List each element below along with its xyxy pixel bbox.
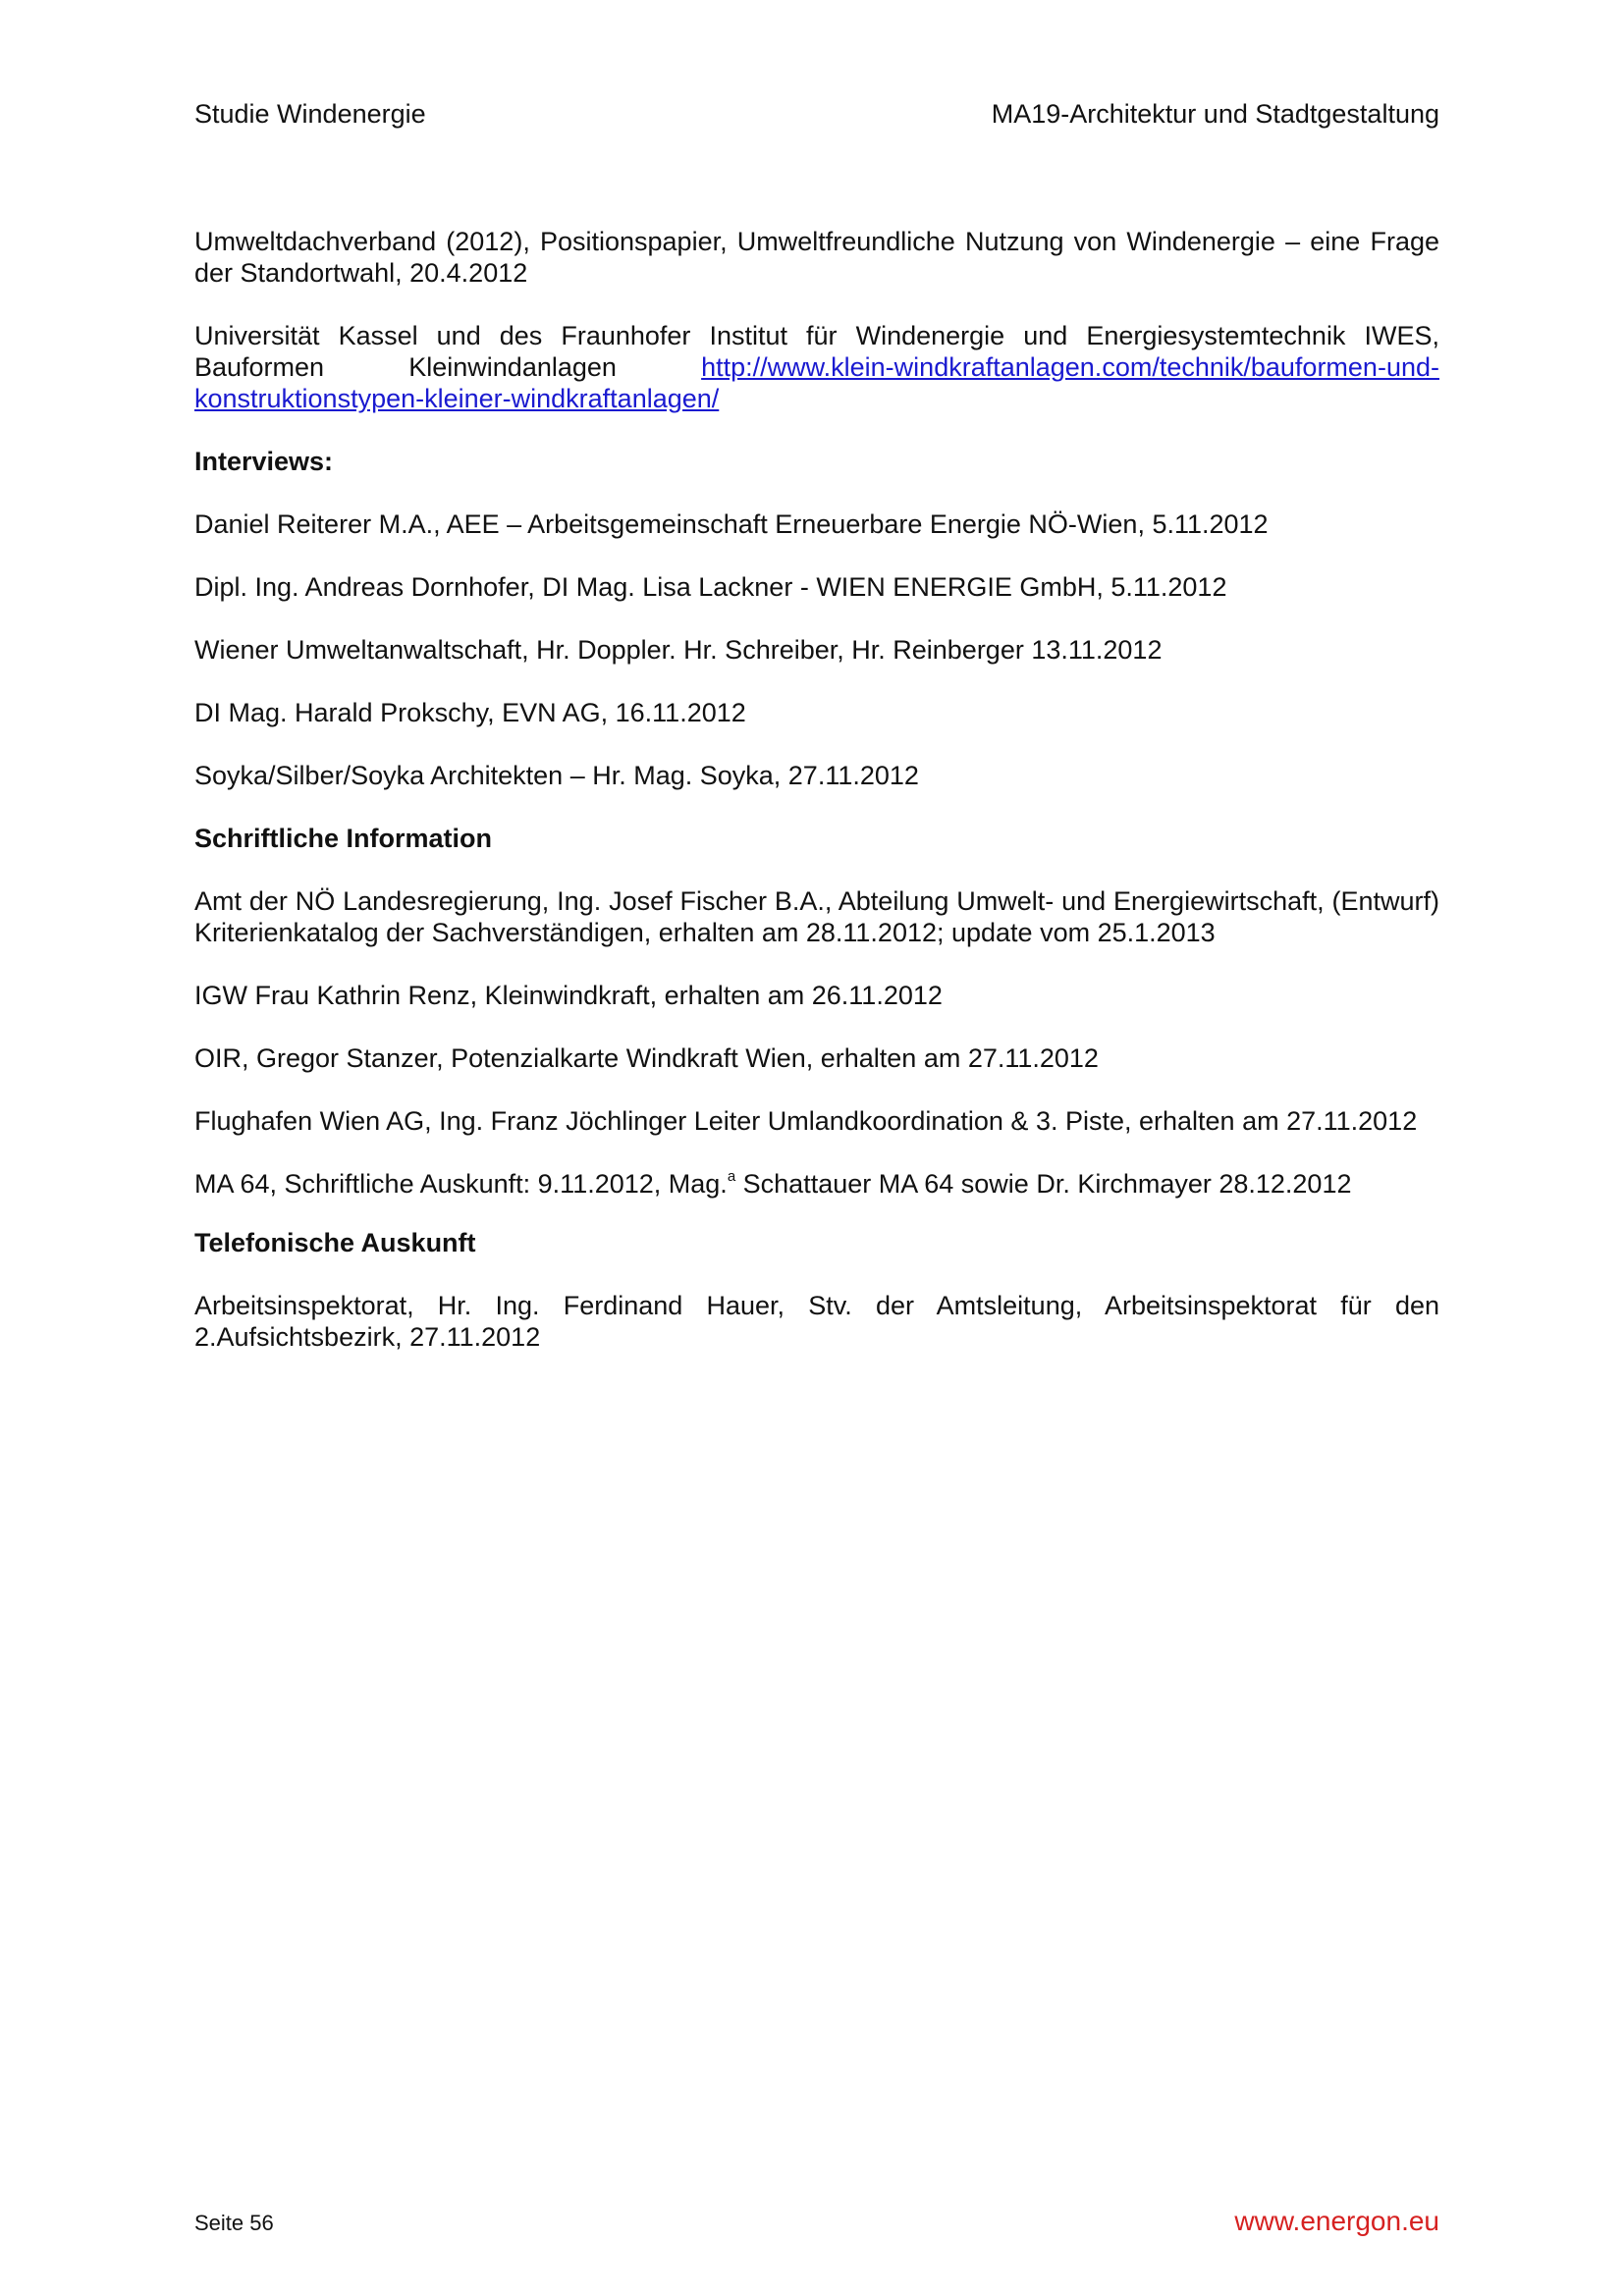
interview-item: Wiener Umweltanwaltschaft, Hr. Doppler. Hr. Schreiber, Hr. Reinberger 13.11.2012 xyxy=(194,635,1163,665)
written-info-item: OIR, Gregor Stanzer, Potenzialkarte Windkraft Wien, erhalten am 27.11.2012 xyxy=(194,1043,1099,1073)
source-kassel-link[interactable]: http://www.klein-windkraftanlagen.com/technik/bauformen-und-konstruktionstypen-kleiner-windkraftanlagen/ xyxy=(194,352,1439,413)
written-info-item: IGW Frau Kathrin Renz, Kleinwindkraft, erhalten am 26.11.2012 xyxy=(194,981,943,1010)
phone-info-item: Arbeitsinspektorat, Hr. Ing. Ferdinand Hauer, Stv. der Amtsleitung, Arbeitsinspektorat für den 2.Aufsichtsbezirk, 27.11.2012 xyxy=(194,1291,1439,1352)
source-kassel xyxy=(194,320,1439,414)
interviews-heading: Interviews: xyxy=(194,447,334,476)
ma64-superscript: a xyxy=(727,1168,736,1185)
page-content xyxy=(194,226,1439,1384)
written-info-item-ma64 xyxy=(194,1168,1439,1200)
written-info-heading: Schriftliche Information xyxy=(194,824,493,853)
interview-item: Soyka/Silber/Soyka Architekten – Hr. Mag. Soyka, 27.11.2012 xyxy=(194,761,919,790)
ma64-text-end: Schattauer MA 64 sowie Dr. Kirchmayer 28.12.2012 xyxy=(735,1169,1352,1199)
interview-item: DI Mag. Harald Prokschy, EVN AG, 16.11.2012 xyxy=(194,698,746,727)
interview-item: Daniel Reiterer M.A., AEE – Arbeitsgemeinschaft Erneuerbare Energie NÖ-Wien, 5.11.2012 xyxy=(194,509,1269,539)
footer-website: www.energon.eu xyxy=(1234,2206,1439,2236)
written-info-item: Flughafen Wien AG, Ing. Franz Jöchlinger Leiter Umlandkoordination & 3. Piste, erhalten am 27.11.2012 xyxy=(194,1106,1418,1136)
source-umweltdachverband: Umweltdachverband (2012), Positionspapier, Umweltfreundliche Nutzung von Windenergie – eine Frage der Standortwahl, 20.4.2012 xyxy=(194,227,1439,288)
phone-info-heading: Telefonische Auskunft xyxy=(194,1228,476,1257)
written-info-item: Amt der NÖ Landesregierung, Ing. Josef Fischer B.A., Abteilung Umwelt- und Energiewirtschaft, (Entwurf) Kriterienkatalog der Sachverständigen, erhalten am 28.11.2012; update vom 25.1.2013 xyxy=(194,886,1439,947)
source-kassel-text: Universität Kassel und des Fraunhofer Institut für Windenergie und Energiesystemtechnik IWES, Bauformen Kleinwindanlagen xyxy=(194,321,1439,382)
page-number: Seite 56 xyxy=(194,2211,274,2235)
ma64-text-start: MA 64, Schriftliche Auskunft: 9.11.2012, Mag. xyxy=(194,1169,728,1199)
header-department: MA19-Architektur und Stadtgestaltung xyxy=(991,99,1439,129)
interview-item: Dipl. Ing. Andreas Dornhofer, DI Mag. Lisa Lackner - WIEN ENERGIE GmbH, 5.11.2012 xyxy=(194,572,1227,602)
header-document-title: Studie Windenergie xyxy=(194,99,426,129)
